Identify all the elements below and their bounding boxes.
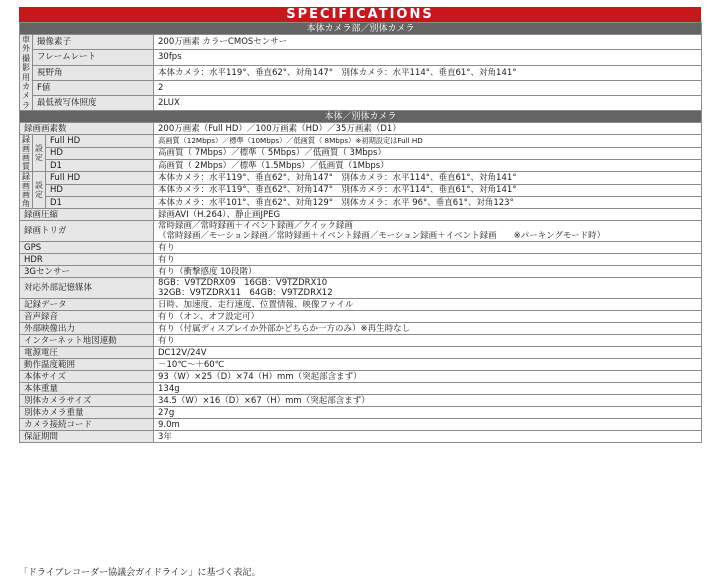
spec-row <box>20 35 702 50</box>
spec-row <box>20 242 702 254</box>
spec-label: 撮像素子 <box>33 35 154 50</box>
angle-setting-label: 設定 <box>33 172 46 209</box>
spec-value: 有り <box>154 254 702 266</box>
spec-label: フレームレート <box>33 50 154 65</box>
spec-value: 高画質（ 2Mbps）／標準（1.5Mbps）／低画質（1Mbps） <box>154 159 702 171</box>
spec-label: 対応外部記憶媒体 <box>20 278 154 299</box>
footnote: 「ドライブレコーダー協議会ガイドライン」に基づく表記。 <box>19 568 261 578</box>
spec-label: 録画トリガ <box>20 221 154 242</box>
spec-row <box>20 147 702 159</box>
spec-row <box>20 407 702 419</box>
spec-row <box>20 159 702 171</box>
quality-setting-label: 設定 <box>33 135 46 172</box>
spec-value <box>154 278 702 299</box>
spec-row <box>20 172 702 184</box>
spec-value: 本体カメラ：水平119°、垂直62°、対角147° 別体カメラ：水平114°、垂直61°、対角141° <box>154 184 702 196</box>
spec-row <box>20 431 702 443</box>
spec-row <box>20 347 702 359</box>
spec-row <box>20 359 702 371</box>
spec-label: 音声録音 <box>20 311 154 323</box>
spec-value: 有り <box>154 242 702 254</box>
media-line-1: 8GB：V9TZDRX09 16GB：V9TZDRX10 <box>158 278 328 289</box>
spec-value: 3年 <box>154 431 702 443</box>
spec-label: 動作温度範囲 <box>20 359 154 371</box>
spec-title: SPECIFICATIONS <box>19 7 701 22</box>
spec-value: －10℃～＋60℃ <box>154 359 702 371</box>
spec-value: 30fps <box>154 50 702 65</box>
spec-label: 外部映像出力 <box>20 323 154 335</box>
spec-row <box>20 196 702 208</box>
spec-value: 有り（衝撃感度 10段階） <box>154 266 702 278</box>
spec-label: 録画圧縮 <box>20 209 154 221</box>
spec-row <box>20 184 702 196</box>
spec-row <box>20 221 702 242</box>
spec-label: カメラ接続コード <box>20 419 154 431</box>
spec-label: 本体重量 <box>20 383 154 395</box>
spec-label: 保証期間 <box>20 431 154 443</box>
spec-label: GPS <box>20 242 154 254</box>
spec-row <box>20 278 702 299</box>
spec-value: 200万画素（Full HD）／100万画素（HD）／35万画素（D1） <box>154 123 702 135</box>
angle-mode: Full HD <box>46 172 154 184</box>
spec-sheet <box>19 7 701 443</box>
spec-label: 最低被写体照度 <box>33 96 154 111</box>
spec-value: 日時、加速度、走行速度、位置情報、映像ファイル <box>154 299 702 311</box>
spec-label: インターネット地図連動 <box>20 335 154 347</box>
spec-label: 視野角 <box>33 65 154 80</box>
spec-value: 27g <box>154 407 702 419</box>
spec-value: 高画質（ 7Mbps）／標準（ 5Mbps）／低画質（ 3Mbps） <box>154 147 702 159</box>
spec-label: 記録データ <box>20 299 154 311</box>
spec-row <box>20 50 702 65</box>
quality-mode: HD <box>46 147 154 159</box>
spec-label: 別体カメラ重量 <box>20 407 154 419</box>
quality-group-label: 録画画質 <box>20 135 33 172</box>
spec-value: 有り <box>154 335 702 347</box>
spec-row <box>20 123 702 135</box>
section-header-main: 本体／別体カメラ <box>20 111 702 123</box>
trigger-line-2: （常時録画／モーション録画／常時録画＋イベント録画／モーション録画＋イベント録画 ※パーキングモード時） <box>158 231 606 242</box>
spec-row <box>20 266 702 278</box>
spec-value: 高画質（12Mbps）／標準（10Mbps）／低画質（ 8Mbps）※初期設定はFull HD <box>154 135 702 147</box>
spec-label: 本体サイズ <box>20 371 154 383</box>
spec-row <box>20 96 702 111</box>
spec-value: 200万画素 カラーCMOSセンサー <box>154 35 702 50</box>
spec-row <box>20 254 702 266</box>
trigger-line-1: 常時録画／常時録画＋イベント録画／クイック録画 <box>158 221 353 232</box>
spec-row <box>20 299 702 311</box>
quality-mode: Full HD <box>46 135 154 147</box>
spec-row <box>20 23 702 35</box>
spec-row <box>20 335 702 347</box>
angle-mode: D1 <box>46 196 154 208</box>
spec-value: 134g <box>154 383 702 395</box>
spec-value: 2 <box>154 80 702 95</box>
spec-row <box>20 383 702 395</box>
quality-mode: D1 <box>46 159 154 171</box>
spec-row <box>20 135 702 147</box>
spec-value: 本体カメラ：水平119°、垂直62°、対角147° 別体カメラ：水平114°、垂直61°、対角141° <box>154 172 702 184</box>
spec-value: 録画AVI（H.264）、静止画JPEG <box>154 209 702 221</box>
spec-label: 録画画素数 <box>20 123 154 135</box>
spec-label: F値 <box>33 80 154 95</box>
spec-row <box>20 80 702 95</box>
spec-value: 有り（付属ディスプレイか外部かどちらか一方のみ）※再生時なし <box>154 323 702 335</box>
spec-row <box>20 111 702 123</box>
spec-value: 有り（オン、オフ設定可） <box>154 311 702 323</box>
section-header-camera: 本体カメラ部／別体カメラ <box>20 23 702 35</box>
spec-value: 34.5（W）×16（D）×67（H）mm（突起部含まず） <box>154 395 702 407</box>
spec-value: 2LUX <box>154 96 702 111</box>
spec-row <box>20 395 702 407</box>
spec-row <box>20 371 702 383</box>
spec-row <box>20 65 702 80</box>
spec-value: 本体カメラ：水平101°、垂直62°、対角129° 別体カメラ：水平 96°、垂直61°、対角123° <box>154 196 702 208</box>
spec-row <box>20 419 702 431</box>
spec-value: 93（W）×25（D）×74（H）mm（突起部含まず） <box>154 371 702 383</box>
spec-label: 3Gセンサー <box>20 266 154 278</box>
spec-row <box>20 311 702 323</box>
spec-label: HDR <box>20 254 154 266</box>
spec-value: 本体カメラ：水平119°、垂直62°、対角147° 別体カメラ：水平114°、垂直61°、対角141° <box>154 65 702 80</box>
spec-label: 別体カメラサイズ <box>20 395 154 407</box>
media-line-2: 32GB：V9TZDRX11 64GB：V9TZDRX12 <box>158 288 333 299</box>
spec-row <box>20 209 702 221</box>
spec-table <box>19 22 702 443</box>
spec-label: 電源電圧 <box>20 347 154 359</box>
spec-row <box>20 323 702 335</box>
spec-value: DC12V/24V <box>154 347 702 359</box>
angle-group-label: 録画画角 <box>20 172 33 209</box>
spec-value: 9.0m <box>154 419 702 431</box>
spec-value <box>154 221 702 242</box>
angle-mode: HD <box>46 184 154 196</box>
rear-camera-group-label: 車外撮影用カメラ <box>20 35 33 111</box>
